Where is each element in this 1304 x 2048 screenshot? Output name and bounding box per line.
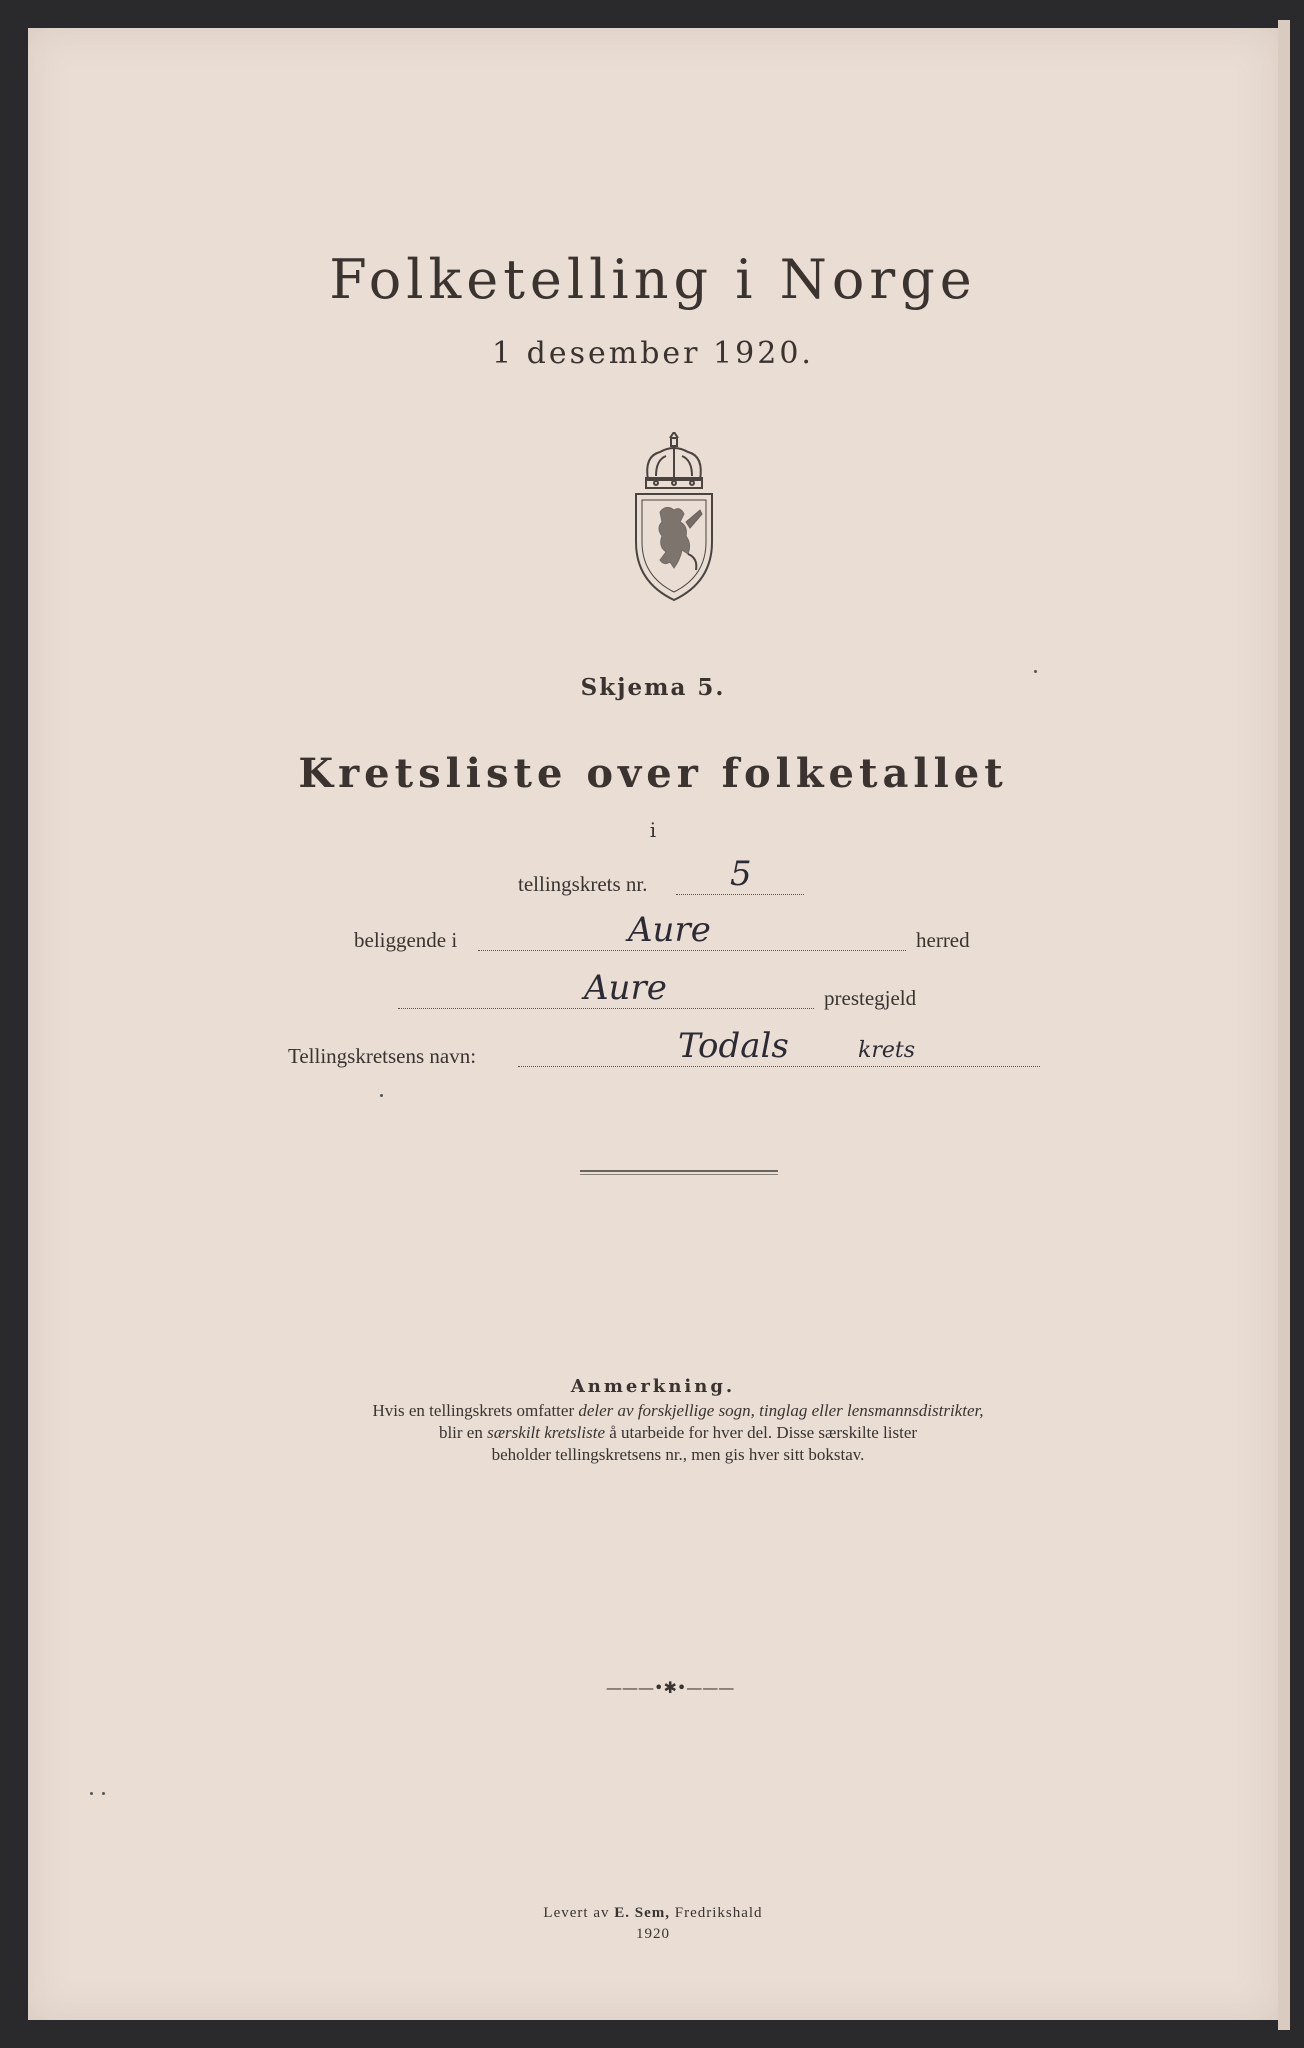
note-heading: Anmerkning. (570, 1376, 736, 1397)
note-line-2-emphasis: særskilt kretsliste (487, 1423, 605, 1442)
district-number-line (676, 894, 804, 895)
separator-rule (580, 1170, 778, 1172)
note-line-2-rest: å utarbeide for hver del. Disse særskilte lister (605, 1423, 918, 1442)
ornament-divider: ———•✱•——— (606, 1678, 735, 1697)
located-in-label: beliggende i (354, 928, 458, 952)
printer-prefix: Levert av (543, 1905, 615, 1921)
printer-place: Fredrikshald (669, 1905, 763, 1921)
district-name-label: Tellingskretsens navn: (288, 1044, 477, 1068)
municipality-value: Aure (628, 910, 711, 950)
printer-credit (28, 1905, 1278, 1922)
census-form-page (28, 28, 1278, 2020)
note-line-2 (228, 1422, 1128, 1443)
district-name-suffix: krets (858, 1038, 915, 1063)
separator-rule (580, 1174, 778, 1175)
note-line-2-text: blir en (438, 1423, 488, 1442)
page-edge (1278, 20, 1290, 2030)
district-name-value: Todals (678, 1026, 789, 1066)
ink-speck (1034, 670, 1037, 673)
ink-speck (102, 1792, 105, 1795)
located-in-line (478, 950, 906, 951)
herred-label: herred (916, 928, 970, 952)
ink-speck (380, 1094, 383, 1097)
form-heading: Kretsliste over folketallet (298, 750, 1008, 797)
note-line-1 (228, 1400, 1128, 1421)
printer-year: 1920 (636, 1926, 670, 1942)
norwegian-coat-of-arms-icon (626, 432, 722, 602)
census-date: 1 desember 1920. (492, 336, 814, 371)
note-line-1-text: Hvis en tellingskrets omfatter (372, 1401, 579, 1420)
printer-name: E. Sem, (614, 1905, 670, 1921)
note-line-1-emphasis: deler av forskjellige sogn, tinglag eller lensmannsdistrikter, (578, 1401, 984, 1420)
parish-line (398, 1008, 814, 1009)
district-name-line (518, 1066, 1040, 1067)
district-number-label: tellingskrets nr. (518, 872, 648, 896)
preposition-i: i (649, 818, 657, 842)
district-number-value: 5 (730, 854, 752, 894)
parish-value: Aure (584, 968, 667, 1008)
parish-label: prestegjeld (824, 986, 917, 1010)
ink-speck (90, 1792, 93, 1795)
page-title: Folketelling i Norge (329, 248, 977, 311)
schema-number: Skjema 5. (580, 674, 726, 701)
note-line-3: beholder tellingskretsens nr., men gis hver sitt bokstav. (491, 1445, 865, 1464)
